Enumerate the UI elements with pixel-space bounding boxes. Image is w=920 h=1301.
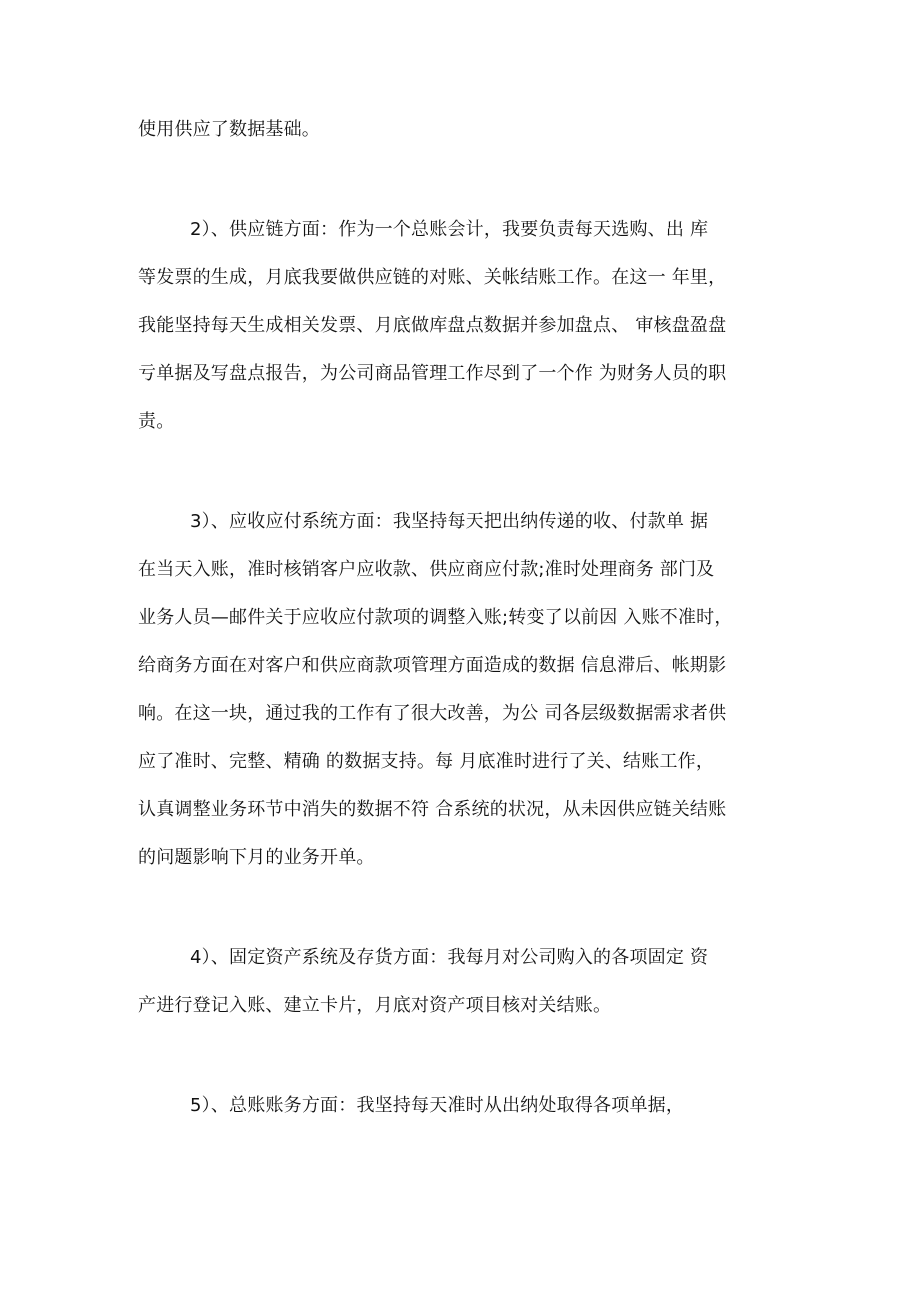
paragraph-3-line-8: 的问题影响下月的业务开单。 [138, 847, 375, 868]
paragraph-4-line-1: 4）、固定资产系统及存货方面：我每月对公司购入的各项固定 资 [190, 947, 709, 968]
paragraph-3-line-7: 认真调整业务环节中消失的数据不符 合系统的状况，从未因供应链关结账 [138, 799, 727, 820]
paragraph-3-line-5: 响。在这一块，通过我的工作有了很大改善，为公 司各层级数据需求者供 [138, 703, 727, 724]
paragraph-3-line-1: 3）、应收应付系统方面：我坚持每天把出纳传递的收、付款单 据 [190, 511, 709, 532]
paragraph-2-line-1: 2）、供应链方面：作为一个总账会计，我要负责每天选购、出 库 [190, 219, 709, 240]
paragraph-2-line-5: 责。 [138, 411, 175, 432]
paragraph-5-line-1: 5）、总账账务方面：我坚持每天准时从出纳处取得各项单据， [190, 1095, 685, 1116]
paragraph-4-line-2: 产进行登记入账、建立卡片，月底对资产项目核对关结账。 [138, 995, 612, 1016]
paragraph-2-line-3: 我能坚持每天生成相关发票、月底做库盘点数据并参加盘点、 审核盘盈盘 [138, 315, 727, 336]
paragraph-3-line-2: 在当天入账，准时核销客户应收款、供应商应付款;准时处理商务 部门及 [138, 559, 715, 580]
paragraph-2-line-2: 等发票的生成，月底我要做供应链的对账、关帐结账工作。在这一 年里， [138, 267, 727, 288]
paragraph-3-line-6: 应了准时、完整、精确 的数据支持。每 月底准时进行了关、结账工作， [138, 751, 715, 772]
paragraph-3-line-3: 业务人员—邮件关于应收应付款项的调整入账;转变了以前因 入账不准时， [138, 607, 733, 628]
paragraph-3-line-4: 给商务方面在对客户和供应商款项管理方面造成的数据 信息滞后、帐期影 [138, 655, 727, 676]
paragraph-2-line-4: 亏单据及写盘点报告，为公司商品管理工作尽到了一个作 为财务人员的职 [138, 363, 727, 384]
text-line: 使用供应了数据基础。 [138, 119, 320, 140]
